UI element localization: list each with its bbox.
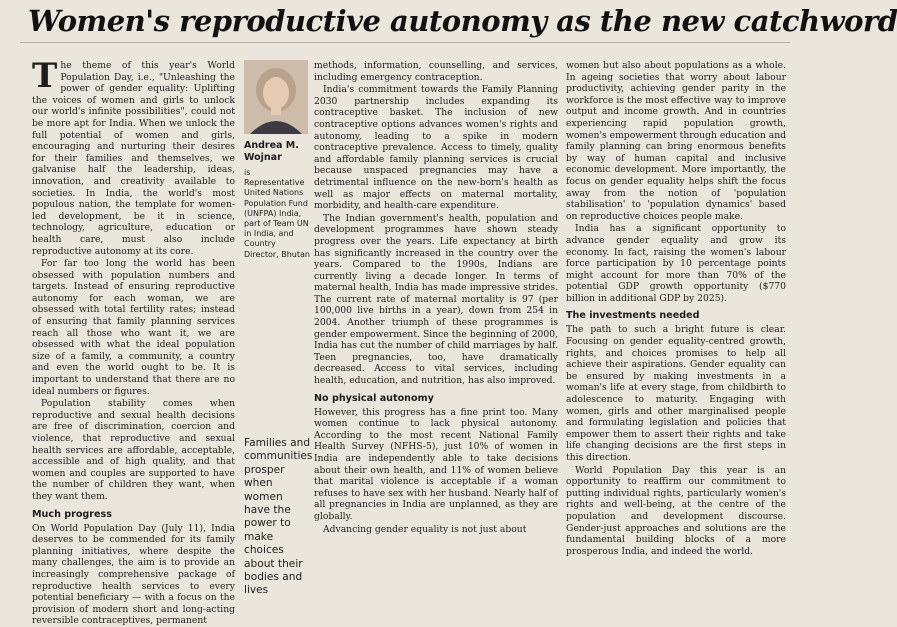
body-paragraph: World Population Day this year is an opportunity to reaffirm our commitment to putting individual rights, particularly women's rights and well-being, at the centre of the population and development discourse. Gender-just approaches and solutions are the fundamental building blocks of a more prosperous India, and indeed the world. bbox=[566, 464, 786, 557]
headline-rule bbox=[20, 42, 790, 43]
article-column-4 bbox=[566, 60, 786, 557]
body-paragraph: India has a significant opportunity to advance gender equality and grow its economy. In fact, raising the women's labour force participation by 10 percentage points might account for more than 70% of the potential GDP growth opportunity ($770 billion in additional GDP by 2025). bbox=[566, 223, 786, 304]
author-bio: is Representative United Nations Population Fund (UNFPA) India, part of Team UN in India, and Country Director, Bhutan bbox=[244, 168, 310, 259]
body-paragraph: The path to such a bright future is clear. Focusing on gender equality-centred growth, rights, and choices promises to help all achieve their aspirations. Gender equality can be ensured by making investments in a woman's life at every stage, from childbirth to adolescence to maturity. Engaging with women, girls and other marginalised people and formulating legislation and policies that empower them to assert their rights and take life changing decisions are the first steps in this direction. bbox=[566, 324, 786, 463]
intro-paragraph: The theme of this year's World Population Day, i.e., "Unleashing the power of gender equality: Uplifting the voices of women and girls to unlock our world's infinite possibilities", could not be more apt for India. When we unlock the full potential of women and girls, encouraging and nurturing their desires for their families and themselves, we galvanise half the leadership, ideas, innovation, and creativity available to societies. In India, the world's most populous nation, the template for women-led development, be it in science, technology, agriculture, education or health care, must also include reproductive autonomy at its core. bbox=[32, 56, 235, 257]
article-column-3 bbox=[314, 60, 558, 548]
body-paragraph: However, this progress has a fine print too. Many women continue to lack physical autonomy. According to the most recent National Family Health Survey (NFHS-5), just 10% of women in India are independently able to take decisions about their own health, and 11% of women believe that marital violence is acceptable if a woman refuses to have sex with her husband. Nearly half of all pregnancies in India are unplanned, as they are globally. bbox=[314, 406, 558, 522]
body-paragraph: For far too long the world has been obsessed with population numbers and targets. Instead of ensuring reproductive autonomy for each woman, we are obsessed with total fertility rates; instead of ensuring that family planning services reach all those who want it, we are obsessed with what the ideal population size of a family, a community, a country and even the world ought to be. It is important to understand that there are no ideal numbers or figures. bbox=[32, 258, 235, 397]
article-headline: Women's reproductive autonomy as the new catchword bbox=[28, 4, 897, 38]
body-paragraph: Advancing gender equality is not just about bbox=[323, 523, 527, 535]
article-column-1 bbox=[32, 56, 235, 627]
author-photo bbox=[244, 60, 308, 134]
author-portrait-image bbox=[244, 60, 308, 134]
pull-quote: Families and communities prosper when women have the power to make choices about their bodies and lives bbox=[244, 437, 313, 597]
body-paragraph: methods, information, counselling, and services, including emergency contraception. bbox=[314, 60, 558, 83]
body-paragraph: On World Population Day (July 11), India deserves to be commended for its family planning initiatives, where despite the many challenges, the aim is to provide an increasingly comprehensive package of reproductive health services to every potential beneficiary — with a focus on the provision of modern short and long-acting reversible contraceptives, permanent bbox=[32, 522, 235, 627]
drop-cap: T bbox=[32, 56, 58, 96]
body-paragraph: women but also about populations as a whole. In ageing societies that worry about labour productivity, achieving gender parity in the workforce is the most effective way to improve output and income growth. And in countries experiencing rapid population growth, women's empowerment through education and family planning can bring enormous benefits by way of human capital and inclusive economic development. More importantly, the focus on gender equality helps shift the focus away from the notion of 'population stabilisation' to 'population dynamics' based on reproductive choices people make. bbox=[566, 60, 786, 222]
section-heading: The investments needed bbox=[566, 310, 700, 322]
body-paragraph: Population stability comes when reproductive and sexual health decisions are free of discrimination, coercion and violence, that reproductive and sexual health services are affordable, acceptable, accessible and of high quality, and that women and couples are supported to have the number of children they want, when they want them. bbox=[32, 398, 235, 502]
author-name: Andrea M. Wojnar bbox=[244, 140, 299, 163]
body-paragraph: The Indian government's health, population and development programmes have shown steady progress over the years. Life expectancy at birth has significantly increased in the country over the years. Compared to the 1990s, Indians are currently living a decade longer. In terms of maternal health, India has made impressive strides. The current rate of maternal mortality is 97 (per 100,000 live births in a year), down from 254 in 2004. Another triumph of these programmes is gender empowerment. Since the beginning of 2000, India has cut the number of child marriages by half. Teen pregnancies, too, have dramatically decreased. Access to vital services, including health, education, and nutrition, has also improved. bbox=[314, 212, 558, 387]
section-heading: Much progress bbox=[32, 508, 112, 520]
body-paragraph: India's commitment towards the Family Planning 2030 partnership includes expanding its contraceptive basket. The inclusion of new contraceptive options advances women's rights and autonomy, leading to a spike in modern contraceptive prevalence. Access to timely, quality and affordable family planning services is crucial because unspaced pregnancies may have a detrimental influence on the new-born's health as well as major effects on maternal mortality, morbidity, and health-care expenditure. bbox=[314, 84, 558, 212]
section-heading: No physical autonomy bbox=[314, 392, 434, 404]
